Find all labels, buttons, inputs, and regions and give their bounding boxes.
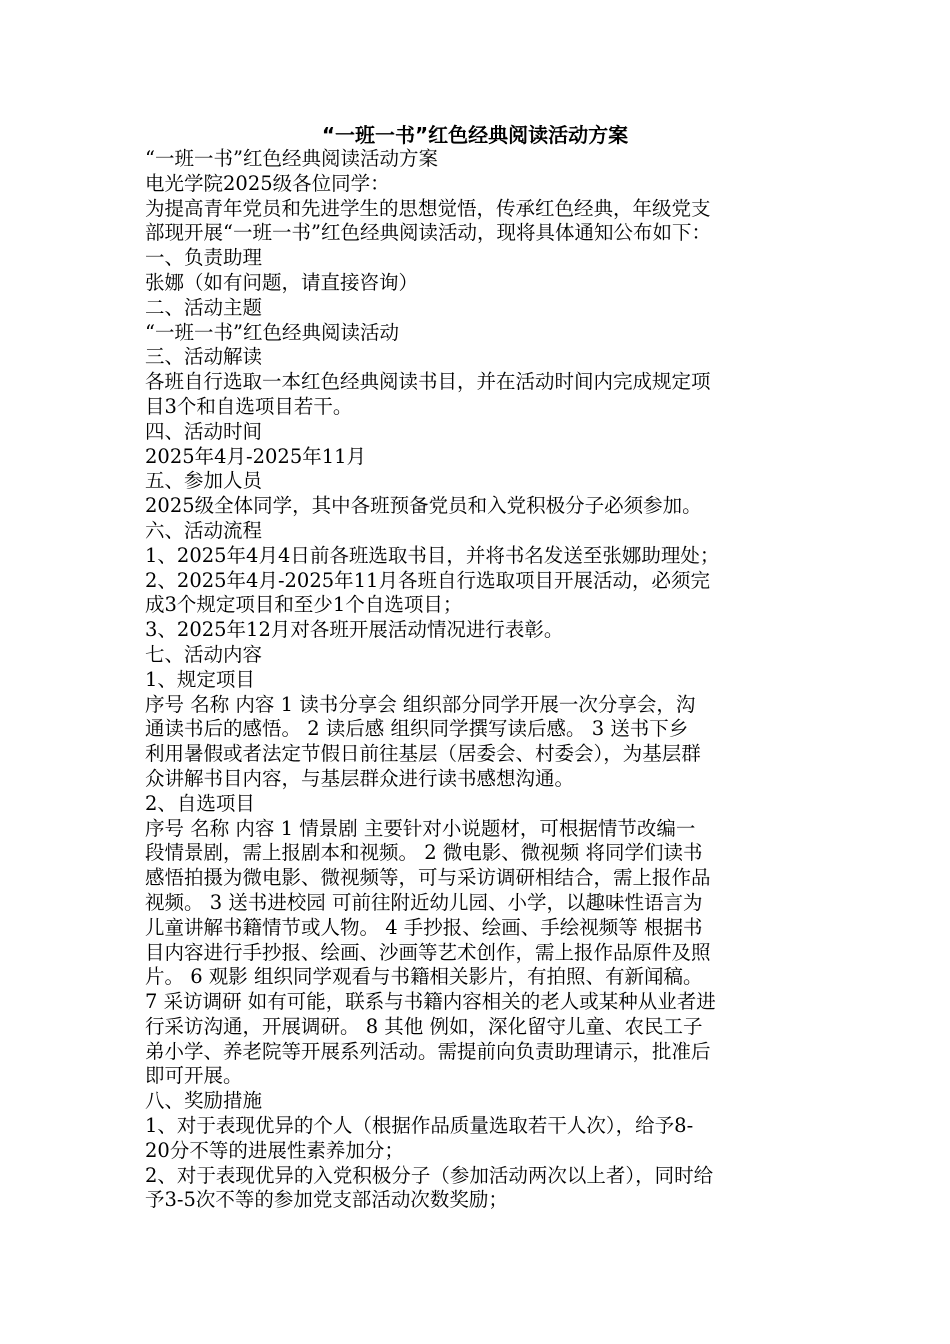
text-line: 2、2025年4月-2025年11月各班自行选取项目开展活动，必须完 bbox=[145, 568, 710, 592]
text-line: 序号 名称 内容 1 读书分享会 组织部分同学开展一次分享会，沟 bbox=[145, 692, 696, 716]
text-line: 序号 名称 内容 1 情景剧 主要针对小说题材，可根据情节改编一 bbox=[145, 816, 696, 840]
text-line: 利用暑假或者法定节假日前往基层（居委会、村委会），为基层群 bbox=[145, 742, 701, 766]
text-line: 2、自选项目 bbox=[145, 791, 255, 815]
text-line: 予3-5次不等的参加党支部活动次数奖励； bbox=[145, 1188, 508, 1212]
text-line: 20分不等的进展性素养加分； bbox=[145, 1138, 404, 1162]
text-line: 儿童讲解书籍情节或人物。 4 手抄报、绘画、手绘视频等 根据书 bbox=[145, 915, 703, 939]
text-line: 感悟拍摄为微电影、微视频等，可与采访调研相结合，需上报作品 bbox=[145, 866, 711, 890]
text-line: 即可开展。 bbox=[145, 1064, 243, 1088]
text-line: 众讲解书目内容，与基层群众进行读书感想沟通。 bbox=[145, 766, 575, 790]
text-line: 2、对于表现优异的入党积极分子（参加活动两次以上者），同时给 bbox=[145, 1163, 714, 1187]
text-line: 一、负责助理 bbox=[145, 246, 263, 270]
text-line: 各班自行选取一本红色经典阅读书目，并在活动时间内完成规定项 bbox=[145, 370, 711, 394]
text-line: 1、2025年4月4日前各班选取书目，并将书名发送至张娜助理处； bbox=[145, 543, 720, 567]
text-line: “一班一书”红色经典阅读活动 bbox=[145, 320, 399, 344]
text-line: 7 采访调研 如有可能，联系与书籍内容相关的老人或某种从业者进 bbox=[145, 990, 716, 1014]
text-line: 电光学院2025级各位同学： bbox=[145, 171, 390, 195]
text-line: 七、活动内容 bbox=[145, 642, 263, 666]
text-line: 五、参加人员 bbox=[145, 469, 263, 493]
text-line: 目3个和自选项目若干。 bbox=[145, 394, 353, 418]
document-body bbox=[145, 147, 805, 1213]
text-line: 行采访沟通，开展调研。 8 其他 例如，深化留守儿童、农民工子 bbox=[145, 1014, 703, 1038]
text-line: 目内容进行手抄报、绘画、沙画等艺术创作，需上报作品原件及照 bbox=[145, 940, 711, 964]
text-line: 张娜（如有问题，请直接咨询） bbox=[145, 270, 419, 294]
text-line: 四、活动时间 bbox=[145, 419, 263, 443]
text-line: 为提高青年党员和先进学生的思想觉悟，传承红色经典，年级党支 bbox=[145, 196, 711, 220]
text-line: “一班一书”红色经典阅读活动方案 bbox=[145, 147, 438, 170]
text-line: 三、活动解读 bbox=[145, 345, 263, 369]
text-line: 1、规定项目 bbox=[145, 667, 255, 691]
text-line: 2025级全体同学，其中各班预备党员和入党积极分子必须参加。 bbox=[145, 494, 702, 518]
text-line: 2025年4月-2025年11月 bbox=[145, 444, 367, 468]
text-line: 段情景剧，需上报剧本和视频。 2 微电影、微视频 将同学们读书 bbox=[145, 841, 703, 865]
text-line: 六、活动流程 bbox=[145, 518, 263, 542]
text-line: 1、对于表现优异的个人（根据作品质量选取若干人次），给予8- bbox=[145, 1114, 694, 1138]
text-line: 部现开展“一班一书”红色经典阅读活动，现将具体通知公布如下： bbox=[145, 221, 711, 245]
text-line: 弟小学、养老院等开展系列活动。需提前向负责助理请示，批准后 bbox=[145, 1039, 711, 1063]
text-line: 片。 6 观影 组织同学观看与书籍相关影片，有拍照、有新闻稿。 bbox=[145, 965, 703, 989]
text-line: 通读书后的感悟。 2 读后感 组织同学撰写读后感。 3 送书下乡 bbox=[145, 717, 689, 741]
text-line: 3、2025年12月对各班开展活动情况进行表彰。 bbox=[145, 618, 564, 642]
text-line: 八、奖励措施 bbox=[145, 1089, 263, 1113]
text-line: 成3个规定项目和至少1个自选项目； bbox=[145, 593, 463, 617]
text-line: 二、活动主题 bbox=[145, 295, 263, 319]
document-title: “一班一书”红色经典阅读活动方案 bbox=[321, 123, 629, 147]
text-line: 视频。 3 送书进校园 可前往附近幼儿园、小学，以趣味性语言为 bbox=[145, 890, 703, 914]
